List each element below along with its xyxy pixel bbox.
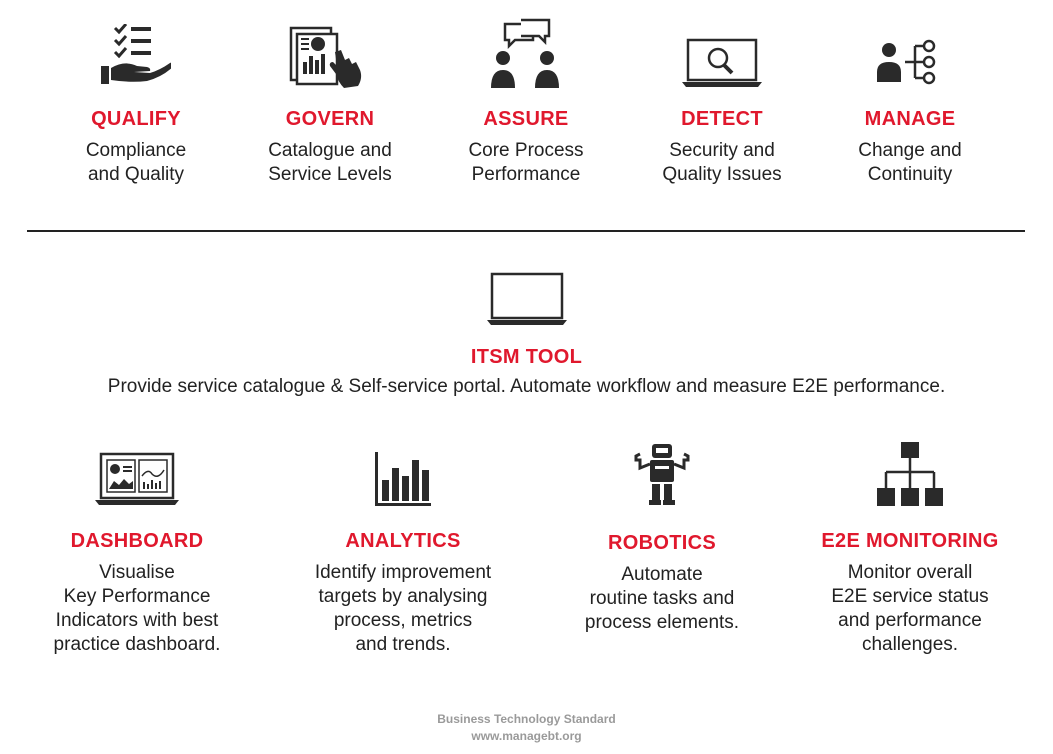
capability-desc-line: Security and: [669, 140, 775, 161]
feature-desc-line: and performance: [838, 610, 982, 631]
feature-e2e-monitoring: [800, 442, 1020, 657]
capability-title: GOVERN: [285, 108, 375, 130]
laptop-icon: [487, 272, 567, 326]
feature-desc-line: Identify improvement: [314, 562, 492, 583]
report-hand-icon: [285, 24, 375, 88]
feature-dashboard: [27, 452, 247, 657]
capability-desc-line: Performance: [471, 164, 581, 185]
capability-desc-line: Continuity: [867, 164, 953, 185]
feature-desc-line: Indicators with best: [55, 610, 219, 631]
capability-desc-line: Compliance: [85, 140, 187, 161]
capability-manage: [830, 38, 990, 187]
feature-desc-line: process elements.: [584, 612, 740, 633]
bar-chart-icon: [373, 452, 433, 506]
feature-desc-line: Monitor overall: [847, 562, 973, 583]
capability-desc-line: Core Process: [468, 140, 584, 161]
feature-desc-line: E2E service status: [831, 586, 989, 607]
feature-desc-line: Visualise: [99, 562, 175, 583]
capability-desc-line: Quality Issues: [662, 164, 782, 185]
capability-assure: [446, 18, 606, 187]
laptop-dashboard-icon: [95, 452, 179, 506]
itsm-desc: Provide service catalogue & Self-service portal. Automate workflow and measure E2E performance.: [107, 376, 946, 397]
capability-title: MANAGE: [864, 108, 956, 130]
capability-detect: [642, 38, 802, 187]
hand-checklist-icon: [101, 24, 171, 88]
feature-desc-line: Key Performance: [63, 586, 211, 607]
feature-title: E2E MONITORING: [821, 530, 999, 552]
feature-desc-line: challenges.: [861, 634, 959, 655]
laptop-search-icon: [682, 38, 762, 88]
feature-desc-line: targets by analysing: [318, 586, 488, 607]
footer-url: www.managebt.org: [471, 729, 582, 743]
capability-title: DETECT: [681, 108, 763, 130]
itsm-tool: [0, 272, 1053, 399]
feature-robotics: [552, 444, 772, 635]
feature-desc-line: and trends.: [355, 634, 451, 655]
feature-analytics: [293, 452, 513, 657]
capability-title: ASSURE: [483, 108, 569, 130]
feature-title: ROBOTICS: [608, 532, 716, 554]
capability-govern: [250, 24, 410, 187]
hierarchy-icon: [877, 442, 943, 506]
robot-icon: [630, 444, 694, 506]
person-network-icon: [875, 38, 945, 88]
feature-desc-line: routine tasks and: [589, 588, 735, 609]
feature-title: ANALYTICS: [345, 530, 461, 552]
section-divider: [27, 230, 1025, 232]
people-chat-icon: [491, 18, 561, 88]
feature-desc-line: process, metrics: [333, 610, 473, 631]
capability-desc-line: and Quality: [87, 164, 185, 185]
feature-desc-line: Automate: [621, 564, 703, 585]
capability-desc-line: Catalogue and: [268, 140, 392, 161]
capability-title: QUALIFY: [91, 108, 181, 130]
capability-qualify: [56, 24, 216, 187]
capability-desc-line: Service Levels: [268, 164, 392, 185]
feature-title: DASHBOARD: [70, 530, 204, 552]
footer-standard: Business Technology Standard: [437, 712, 616, 726]
capability-desc-line: Change and: [858, 140, 962, 161]
feature-desc-line: practice dashboard.: [53, 634, 221, 655]
itsm-title: ITSM TOOL: [470, 346, 583, 368]
